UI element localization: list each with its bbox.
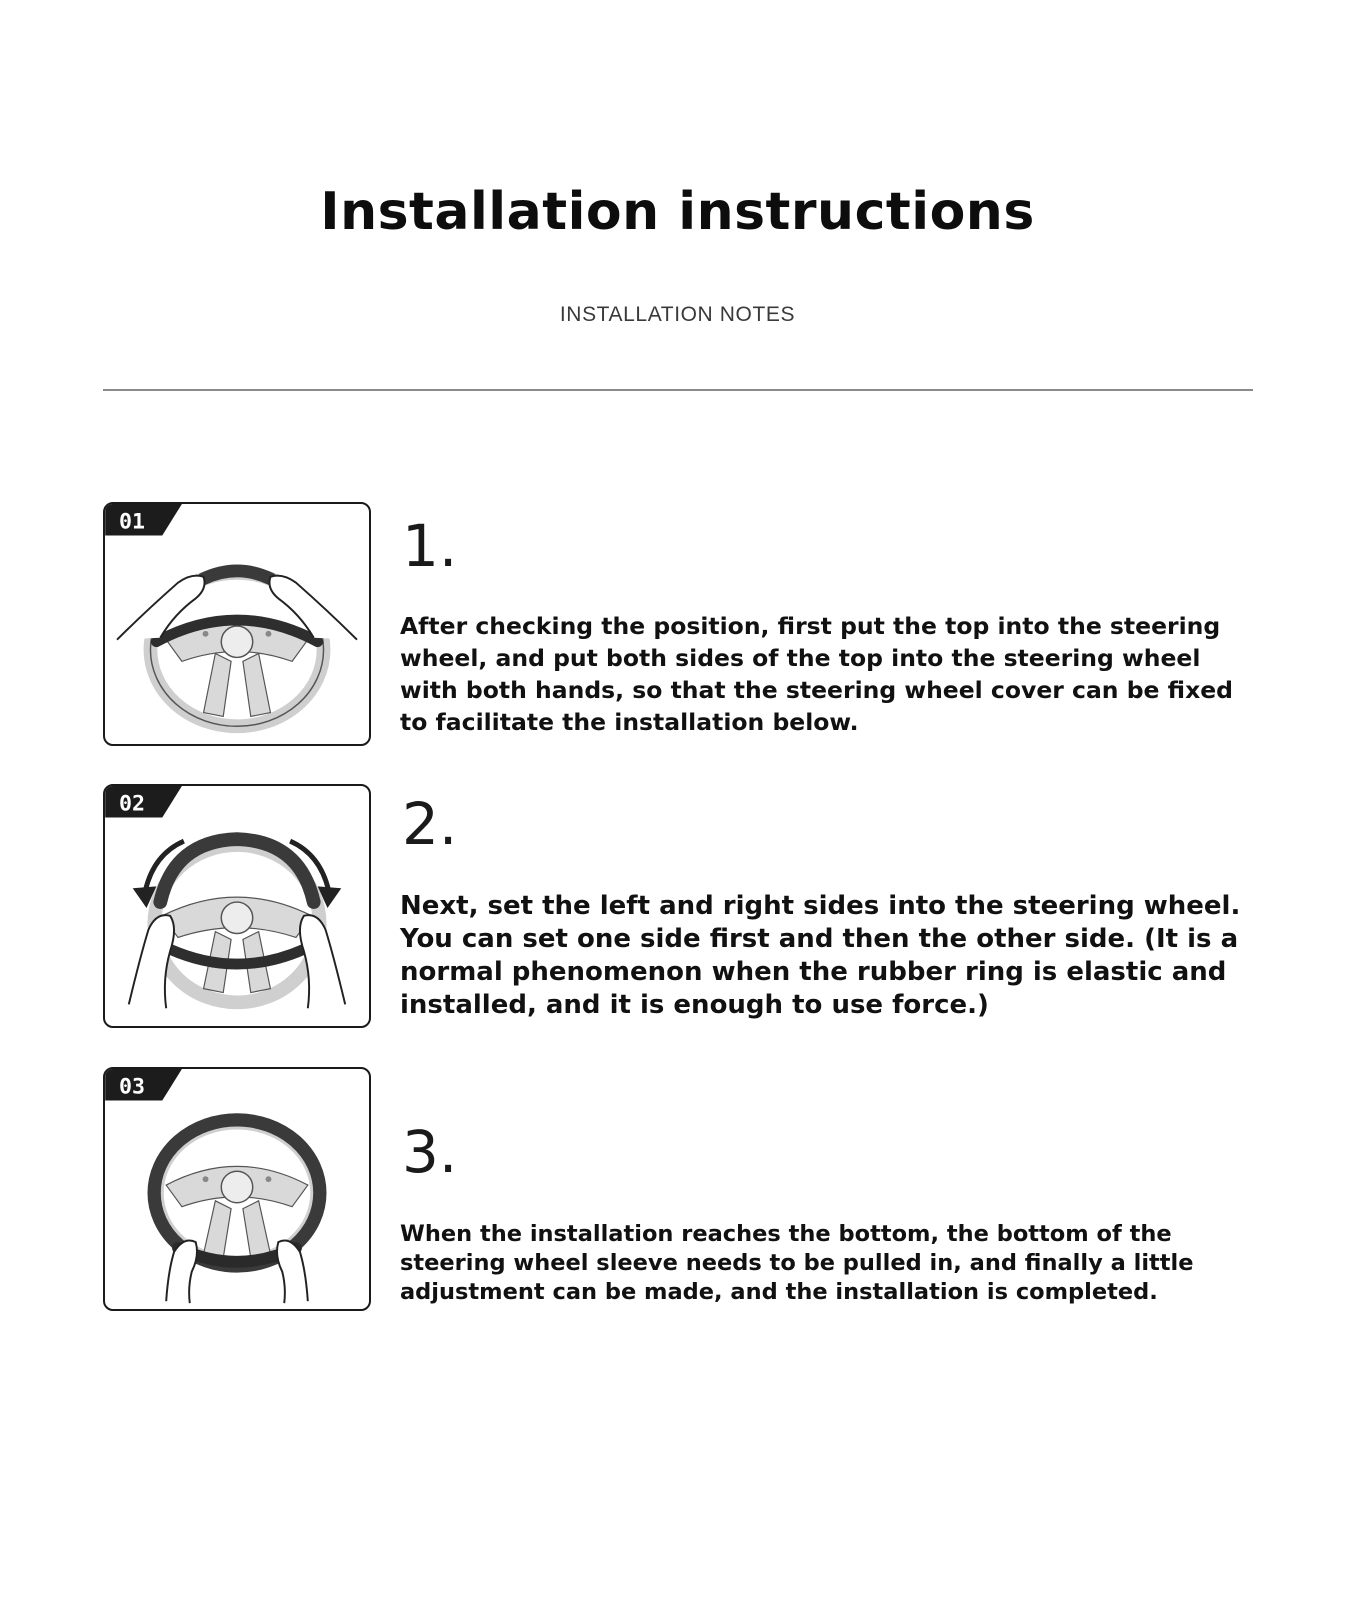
step-2-badge: 02	[118, 791, 146, 817]
page-title: Installation instructions	[320, 182, 1035, 242]
step-3-badge: 03	[118, 1074, 146, 1100]
divider	[103, 389, 1253, 391]
step-3-number: 3.	[402, 1118, 458, 1186]
step-1-badge: 01	[118, 509, 146, 535]
step-2-number: 2.	[402, 790, 458, 858]
step-1-number: 1.	[402, 512, 458, 580]
steering-wheel-top-install-icon	[105, 504, 369, 744]
step-3-illustration	[103, 1067, 371, 1311]
page-subtitle: INSTALLATION NOTES	[559, 303, 796, 326]
step-3-text: When the installation reaches the bottom, the bottom of the steering wheel sleeve needs to be pulled in, and finally a little adjustment can be made, and the installation is completed.	[400, 1221, 1194, 1305]
steering-wheel-sides-install-icon	[105, 786, 369, 1026]
steering-wheel-bottom-install-icon	[105, 1069, 369, 1309]
step-1-illustration	[103, 502, 371, 746]
step-2-illustration	[103, 784, 371, 1028]
step-2-text: Next, set the left and right sides into the steering wheel. You can set one side first and then the other side. (It is a normal phenomenon when the rubber ring is elastic and installed, and it is enough to use force.)	[400, 891, 1241, 1020]
step-1-text: After checking the position, first put the top into the steering wheel, and put both sides of the top into the steering wheel with both hands, so that the steering wheel cover can be fixed to facilitate the installation below.	[400, 612, 1233, 736]
